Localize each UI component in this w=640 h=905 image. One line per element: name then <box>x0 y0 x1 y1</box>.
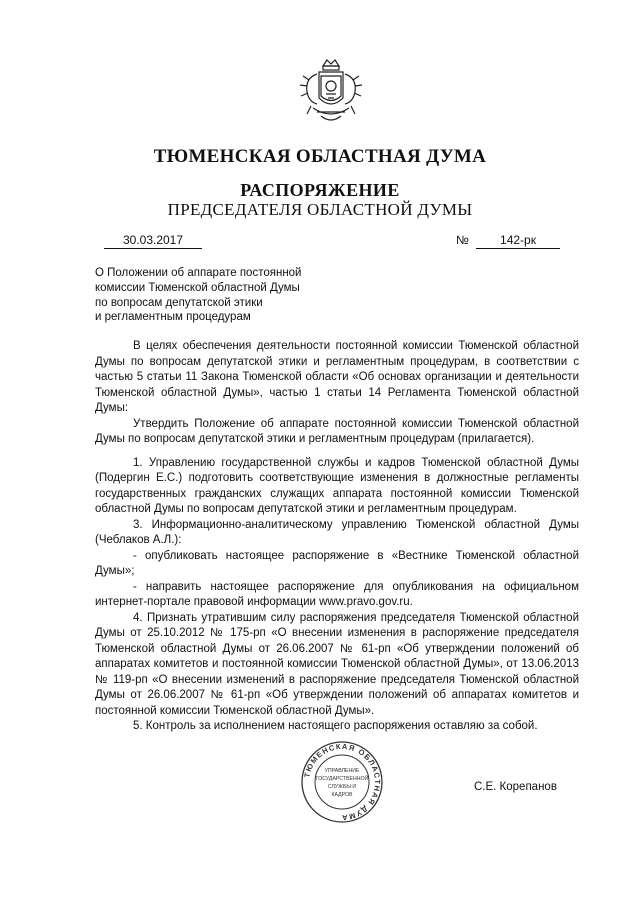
stamp-center-line: УПРАВЛЕНИЕ <box>324 768 360 774</box>
document-type: РАСПОРЯЖЕНИЕ <box>240 180 400 200</box>
document-number: 142-рк <box>476 232 560 249</box>
item-3a-paragraph: - опубликовать настоящее распоряжение в «Вестнике Тюменской областной Думы»; <box>95 549 579 577</box>
subject-line: комиссии Тюменской областной Думы <box>95 281 300 294</box>
subject-line: по вопросам депутатской этики <box>95 296 263 309</box>
subject-line: и регламентным процедурам <box>95 311 251 324</box>
signer-name: С.Е. Корепанов <box>474 781 557 793</box>
official-stamp <box>300 740 384 824</box>
subject-line: О Положении об аппарате постоянной <box>95 267 302 279</box>
approve-paragraph: Утвердить Положение об аппарате постоянной комиссии Тюменской областной Думы по вопросам депутатской этики и регламентным процедурам (прилагается). <box>95 417 579 445</box>
stamp-center-line: КАДРОВ <box>331 792 353 798</box>
preamble-paragraph: В целях обеспечения деятельности постоянной комиссии Тюменской областной Думы по вопросам депутатской этики и регламентным процедурам, в соответствии с частью 5 статьи 11 Закона Тюменской области «Об основах организации и деятельности Тюменской областной Думы», частью 1 статьи 14 Регламента Тюменской областной Думы: <box>95 340 579 414</box>
document-date: 30.03.2017 <box>104 232 202 249</box>
item-3b-paragraph: - направить настоящее распоряжение для опубликования на официальном интернет-портале правовой информации www.pravo.gov.ru. <box>95 580 579 608</box>
stamp-center-line: ГОСУДАРСТВЕННОЙ <box>315 776 369 782</box>
document-subtitle: ПРЕДСЕДАТЕЛЯ ОБЛАСТНОЙ ДУМЫ <box>167 200 473 219</box>
item-5-paragraph: 5. Контроль за исполнением настоящего распоряжения оставляю за собой. <box>133 720 538 732</box>
stamp-ring-text: ТЮМЕНСКАЯ ОБЛАСТНАЯ ДУМА <box>302 741 383 823</box>
item-3-paragraph: 3. Информационно-аналитическому управлению Тюменской областной Думы (Чеблаков А.Л.): <box>95 518 579 546</box>
item-1-paragraph: 1. Управлению государственной службы и кадров Тюменской областной Думы (Подергин Е.С.) подготовить соответствующие изменения в должностные регламенты государственных гражданских служащих аппарата постоянной комиссии Тюменской областной Думы по вопросам депутатской этики и регламентным процедурам. <box>95 456 579 515</box>
coat-of-arms-icon <box>295 58 367 130</box>
org-title: ТЮМЕНСКАЯ ОБЛАСТНАЯ ДУМА <box>153 146 487 167</box>
number-sign: № <box>456 233 469 247</box>
document-body <box>95 339 579 735</box>
item-4-paragraph: 4. Признать утратившим силу распоряжения председателя Тюменской областной Думы от 25.10.2012 № 175-рп «О внесении изменения в распоряжение председателя Тюменской областной Думы от 26.06.2007 № 61-рп «Об утверждении положений об аппаратах комитетов и постоянной комиссии Тюменской областной Думы», от 13.06.2013 № 119-рп «О внесении изменений в распоряжение председателя Тюменской областной Думы от 26.06.2007 № 61-рп «Об утверждении положений об аппаратах комитетов и постоянной комиссии Тюменской областной Думы». <box>95 611 579 717</box>
document-subject <box>95 266 425 325</box>
stamp-center-line: СЛУЖБЫ И <box>327 784 357 790</box>
